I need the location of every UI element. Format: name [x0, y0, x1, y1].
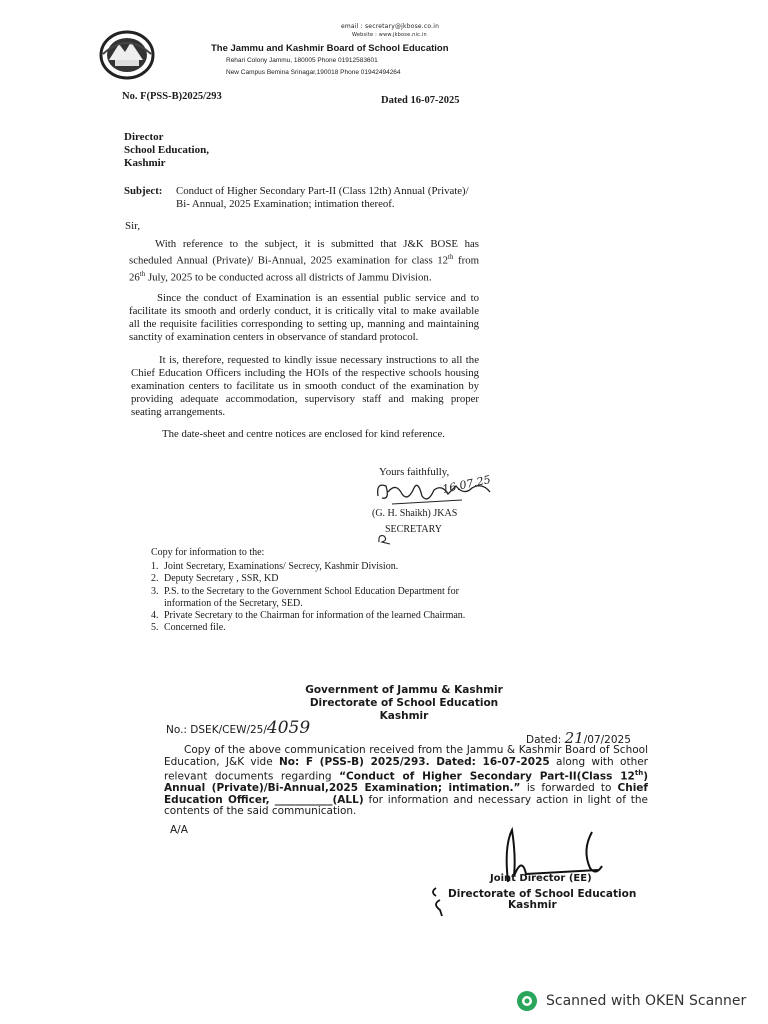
subject-line: Conduct of Higher Secondary Part-II (Class 12th) Annual (Private)/ — [176, 185, 469, 197]
addressee-line: Kashmir — [124, 157, 166, 169]
paragraph-2: Since the conduct of Examination is an essential public service and to facilitate its smooth and orderly conduct, it is critically vital to make available all the requisite facilities corresponding to setting up, manning and maintaining sanctity of examination centers in observance of standard protocol. — [129, 292, 479, 343]
subject-block — [124, 185, 484, 211]
list-item: 2. Deputy Secretary , SSR, KD — [151, 573, 279, 585]
handwritten-day: 21 — [564, 729, 584, 747]
list-item: 3. P.S. to the Secretary to the Government School Education Department for information of the Secretary, SED. — [151, 585, 459, 609]
paragraph-4: The date-sheet and centre notices are enclosed for kind reference. — [162, 428, 445, 440]
copy-heading: Copy for information to the: — [151, 547, 265, 558]
enclosure-note: A/A — [170, 824, 188, 836]
initial-mark-2 — [428, 882, 452, 918]
list-item: 5. Concerned file. — [151, 622, 226, 634]
addressee-line: School Education, — [124, 144, 209, 156]
board-logo — [99, 30, 155, 80]
list-item: 4. Private Secretary to the Chairman for information of the learned Chairman. — [151, 610, 466, 622]
handwritten-number: 4059 — [266, 718, 311, 738]
signature-date: 16.07.25 — [441, 473, 492, 496]
letterhead-board-name: The Jammu and Kashmir Board of School Education — [211, 43, 449, 54]
joint-director-title: Joint Director (EE) — [490, 873, 592, 884]
salutation: Sir, — [125, 220, 141, 232]
oken-logo-icon — [516, 990, 538, 1012]
closing: Yours faithfully, — [379, 466, 450, 478]
office-line-1: Directorate of School Education — [448, 888, 637, 900]
letterhead-address-srinagar: New Campus Bemina Srinagar,190018 Phone 01942494264 — [226, 69, 401, 76]
signatory-designation: SECRETARY — [385, 524, 442, 535]
endorsement-date: Dated: 21/07/2025 — [526, 729, 631, 747]
letterhead-website: Website : www.jkbose.nic.in — [352, 32, 427, 38]
reference-number: No. F(PSS-B)2025/293 — [122, 91, 222, 102]
scanner-text: Scanned with OKEN Scanner — [546, 993, 747, 1009]
letterhead-email: email : secretary@jkbose.co.in — [341, 23, 440, 30]
subject-label: Subject: — [124, 185, 163, 197]
paragraph-1: With reference to the subject, it is submitted that J&K BOSE has scheduled Annual (Private)/ Bi-Annual, 2025 examination for class 12th from 26th July, 2025 to be conducted across all districts of Jammu Division. — [129, 238, 480, 284]
office-line-2: Kashmir — [508, 899, 557, 911]
signatory-name: (G. H. Shaikh) JKAS — [372, 508, 458, 519]
addressee-block — [124, 131, 209, 170]
scanner-watermark — [516, 990, 746, 1012]
letter-date: Dated 16-07-2025 — [381, 95, 460, 106]
board-emblem-icon — [99, 30, 155, 80]
letterhead-address-jammu: Rehari Colony Jammu, 180005 Phone 01912583601 — [226, 57, 378, 64]
paragraph-3: It is, therefore, requested to kindly issue necessary instructions to all the Chief Education Officers including the HOIs of the respective schools housing examination centers to facilitate us in smooth conduct of the examination by providing adequate accommodation, supervisory staff and making proper seating arrangements. — [131, 354, 479, 418]
endorsement-body: Copy of the above communication received from the Jammu & Kashmir Board of School Education, J&K vide No: F (PSS-B) 2025/293. Dated: 16-07-2025 along with other relevant documents regarding “Conduct of Higher Secondary Part-II(Class 12th) Annual (Private)/Bi-Annual,2025 Examination; intimation.” is forwarded to Chief Education Officer, ___________(ALL) for information and necessary action in light of the contents of the said communication. — [164, 744, 649, 817]
endorsement-number: No.: DSEK/CEW/25/4059 — [166, 718, 311, 738]
endorsement-header: Government of Jammu & Kashmir Directorate of School Education Kashmir — [305, 684, 503, 722]
initial-mark — [376, 532, 396, 546]
list-item: 1. Joint Secretary, Examinations/ Secrecy, Kashmir Division. — [151, 561, 399, 572]
subject-line: Bi- Annual, 2025 Examination; intimation thereof. — [176, 198, 395, 210]
addressee-line: Director — [124, 131, 164, 143]
copy-list — [151, 561, 481, 635]
